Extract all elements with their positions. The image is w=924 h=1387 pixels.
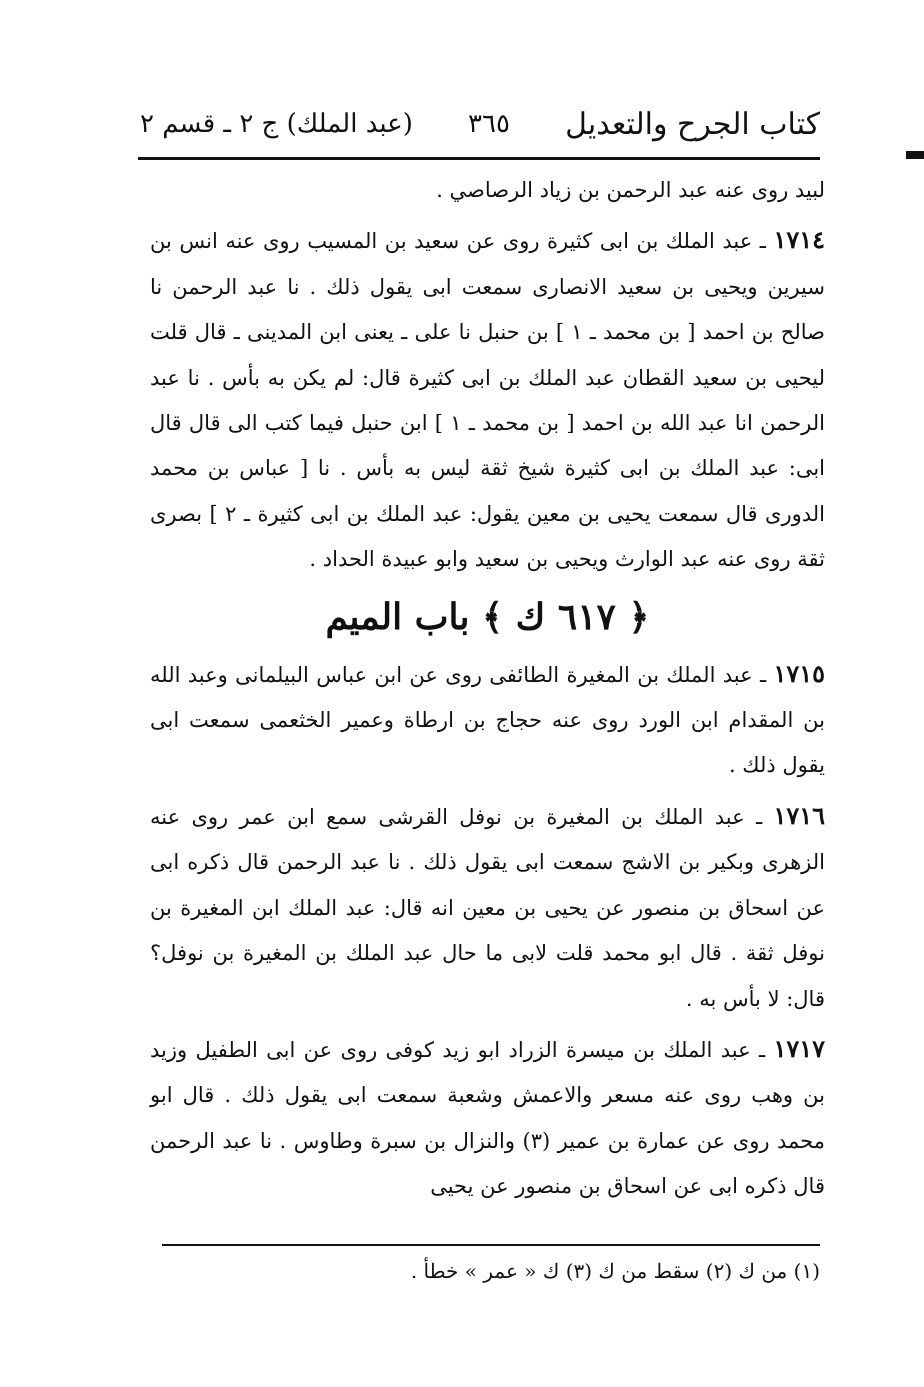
entry-number: ١٧١٦ xyxy=(773,800,825,830)
entry-number: ١٧١٥ xyxy=(773,658,825,688)
footnote-rule xyxy=(162,1244,820,1246)
entry-text: ـ عبد الملك بن المغيرة بن نوفل القرشى سمع ابن عمر روى عنه الزهرى وبكير بن الاشج سمعت ابى يقول ذلك . نا عبد الرحمن قال ذكره ابى عن اسحاق بن منصور عن يحيى بن معين انه قال: عبد الملك ابن المغيرة بن نوفل ثقة . قال ابو محمد قلت لابى ما حال عبد الملك بن المغيرة بن نوفل؟ قال: لا بأس به . xyxy=(150,804,825,1011)
paragraph-text: لبيد روى عنه عبد الرحمن بن زياد الرصاصي . xyxy=(436,178,825,202)
main-text xyxy=(150,168,825,1210)
chapter-heading: ﴿ ٦١٧ ك ﴾ باب الميم xyxy=(325,595,650,638)
page-number: ٣٦٥ xyxy=(468,109,510,139)
entry-number: ١٧١٧ xyxy=(773,1033,825,1063)
entry-text: ـ عبد الملك بن ابى كثيرة روى عن سعيد بن المسيب روى عنه انس بن سيرين ويحيى بن سعيد الانصارى سمعت ابى يقول ذلك . نا عبد الرحمن نا صالح بن احمد [ بن محمد ـ ١ ] بن حنبل نا على ـ يعنى ابن المدينى ـ قال قلت ليحيى بن سعيد القطان عبد الملك بن ابى كثيرة قال: لم يكن به بأس . نا عبد الرحمن انا عبد الله بن احمد [ بن محمد ـ ١ ] ابن حنبل فيما كتب الى قال قال ابى: عبد الملك بن ابى كثيرة شيخ ثقة ليس به بأس . نا [ عباس بن محمد الدورى قال سمعت يحيى بن معين يقول: عبد الملك بن ابى كثيرة ـ ٢ ] بصرى ثقة روى عنه عبد الوارث ويحيى بن سعيد وابو عبيدة الحداد . xyxy=(150,229,826,572)
paragraph-continuation xyxy=(150,168,825,213)
section-label: (عبد الملك) ج ٢ ـ قسم ٢ xyxy=(140,109,413,139)
entry-text: ـ عبد الملك بن المغيرة الطائفى روى عن ابن عباس البيلمانى وعبد الله بن المقدام ابن الورد روى عنه حجاج بن ارطاة وعمير الخثعمى سمعت ابى يقول ذلك . xyxy=(150,662,825,778)
running-header xyxy=(140,96,820,152)
entry-1717 xyxy=(150,1026,825,1210)
entry-number: ١٧١٤ xyxy=(773,225,825,255)
header-rule xyxy=(138,157,820,160)
edge-mark xyxy=(906,151,924,159)
entry-1715 xyxy=(150,651,825,789)
entry-text: ـ عبد الملك بن ميسرة الزراد ابو زيد كوفى روى عن ابى الطفيل وزيد بن وهب روى عنه مسعر والاعمش وشعبة سمعت ابى يقول ذلك . قال ابو محمد روى عن عمارة بن عمير (٣) والنزال بن سبرة وطاوس . نا عبد الرحمن قال ذكره ابى عن اسحاق بن منصور عن يحيى xyxy=(150,1037,825,1199)
book-title: كتاب الجرح والتعديل xyxy=(565,106,820,142)
entry-1714 xyxy=(150,217,825,582)
entry-1716 xyxy=(150,793,825,1022)
footnotes: (١) من ك (٢) سقط من ك (٣) ك « عمر » خطأ . xyxy=(410,1259,820,1283)
